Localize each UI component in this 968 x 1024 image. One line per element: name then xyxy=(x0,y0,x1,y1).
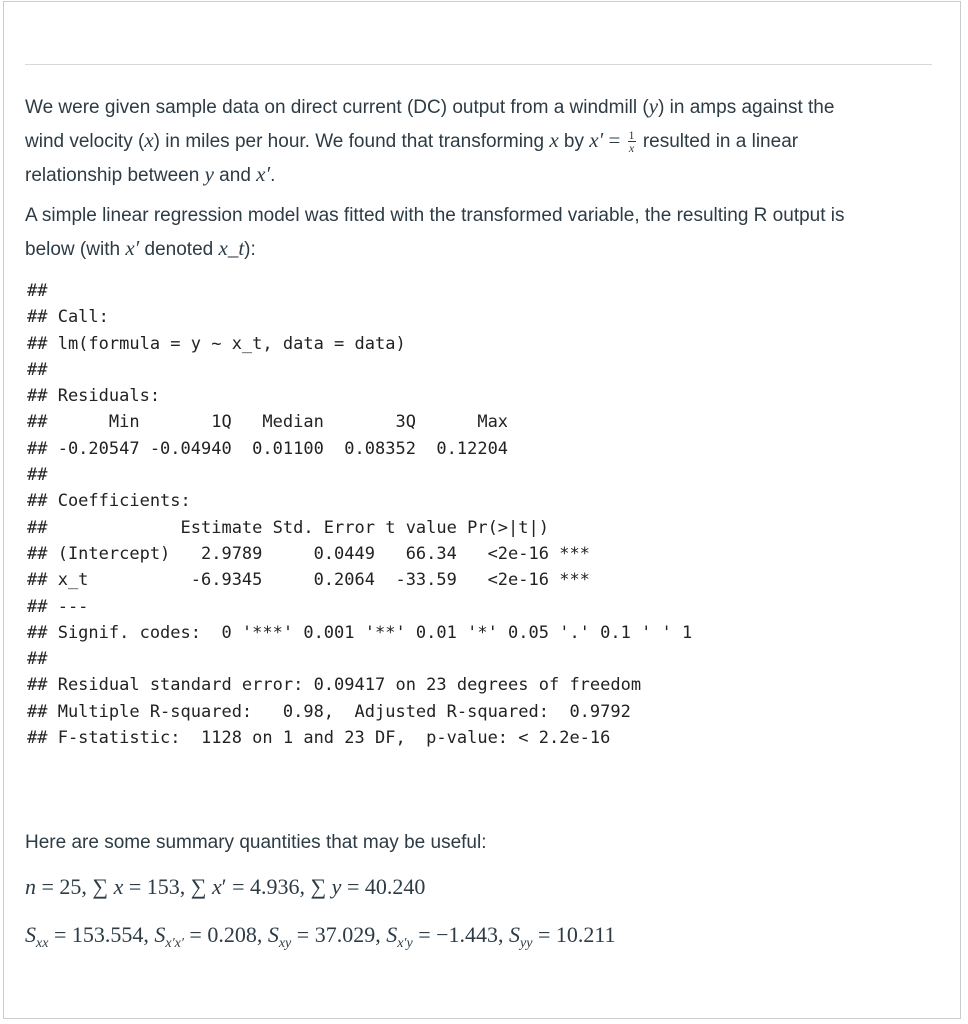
r-output-line: ## (Intercept) 2.9789 0.0449 66.34 <2e-16 *** xyxy=(27,543,590,564)
r-output-line: ## xyxy=(27,359,48,380)
r-output-line: ## Coefficients: xyxy=(27,491,191,512)
r-output-line: ## xyxy=(27,649,48,670)
r-output-line: ## x_t -6.9345 0.2064 -33.59 <2e-16 *** xyxy=(27,570,590,591)
r-output-line: ## Residual standard error: 0.09417 on 23 degrees of freedom xyxy=(27,675,642,696)
summary-s-values: $S_{xx} = 153.554$, $S_{x'x'} = 0.208$, $S_{xy} = 37.029$, $S_{x'y} = -1.443$, $S_{yy} = 10.211$ xyxy=(25,922,616,951)
r-output-line: ## Min 1Q Median 3Q Max xyxy=(27,412,509,433)
r-output-line: ## xyxy=(27,465,48,486)
r-output-line: ## -0.20547 -0.04940 0.01100 0.08352 0.12204 xyxy=(27,438,509,459)
summary-heading: Here are some summary quantities that may be useful: xyxy=(25,832,487,853)
divider xyxy=(25,64,932,65)
r-output-line: ## Multiple R-squared: 0.98, Adjusted R-squared: 0.9792 xyxy=(27,701,631,722)
r-output-line: ## Estimate Std. Error t value Pr(>|t|) xyxy=(27,517,549,538)
summary-sums: n = 25, ∑ x = 153, ∑ x′ = 4.936, ∑ y = 40.240 xyxy=(25,874,426,899)
fraction-one-over-x: $\frac{1}{x}$ xyxy=(628,128,635,156)
r-output-line: ## Signif. codes: 0 '***' 0.001 '**' 0.01 '*' 0.05 '.' 0.1 ' ' 1 xyxy=(27,622,693,643)
r-output-line: ## Call: xyxy=(27,307,109,328)
model-paragraph: A simple linear regression model was fitted with the transformed variable, the resulting R output is below (with x′ denoted x_t): xyxy=(25,205,845,260)
r-output-line: ## Residuals: xyxy=(27,386,161,407)
r-output-line: ## xyxy=(27,281,48,301)
r-output-line: ## --- xyxy=(27,596,89,617)
r-output-block xyxy=(27,278,692,751)
intro-paragraph: We were given sample data on direct current (DC) output from a windmill (y) in amps against the wind velocity (x) in miles per hour. We found that transforming x by x′ = $\frac{1}{x}$ resulted in a linear relationship between y and x′. xyxy=(25,94,835,186)
r-output-line: ## F-statistic: 1128 on 1 and 23 DF, p-value: < 2.2e-16 xyxy=(27,728,611,749)
r-output-line: ## lm(formula = y ~ x_t, data = data) xyxy=(27,333,406,354)
